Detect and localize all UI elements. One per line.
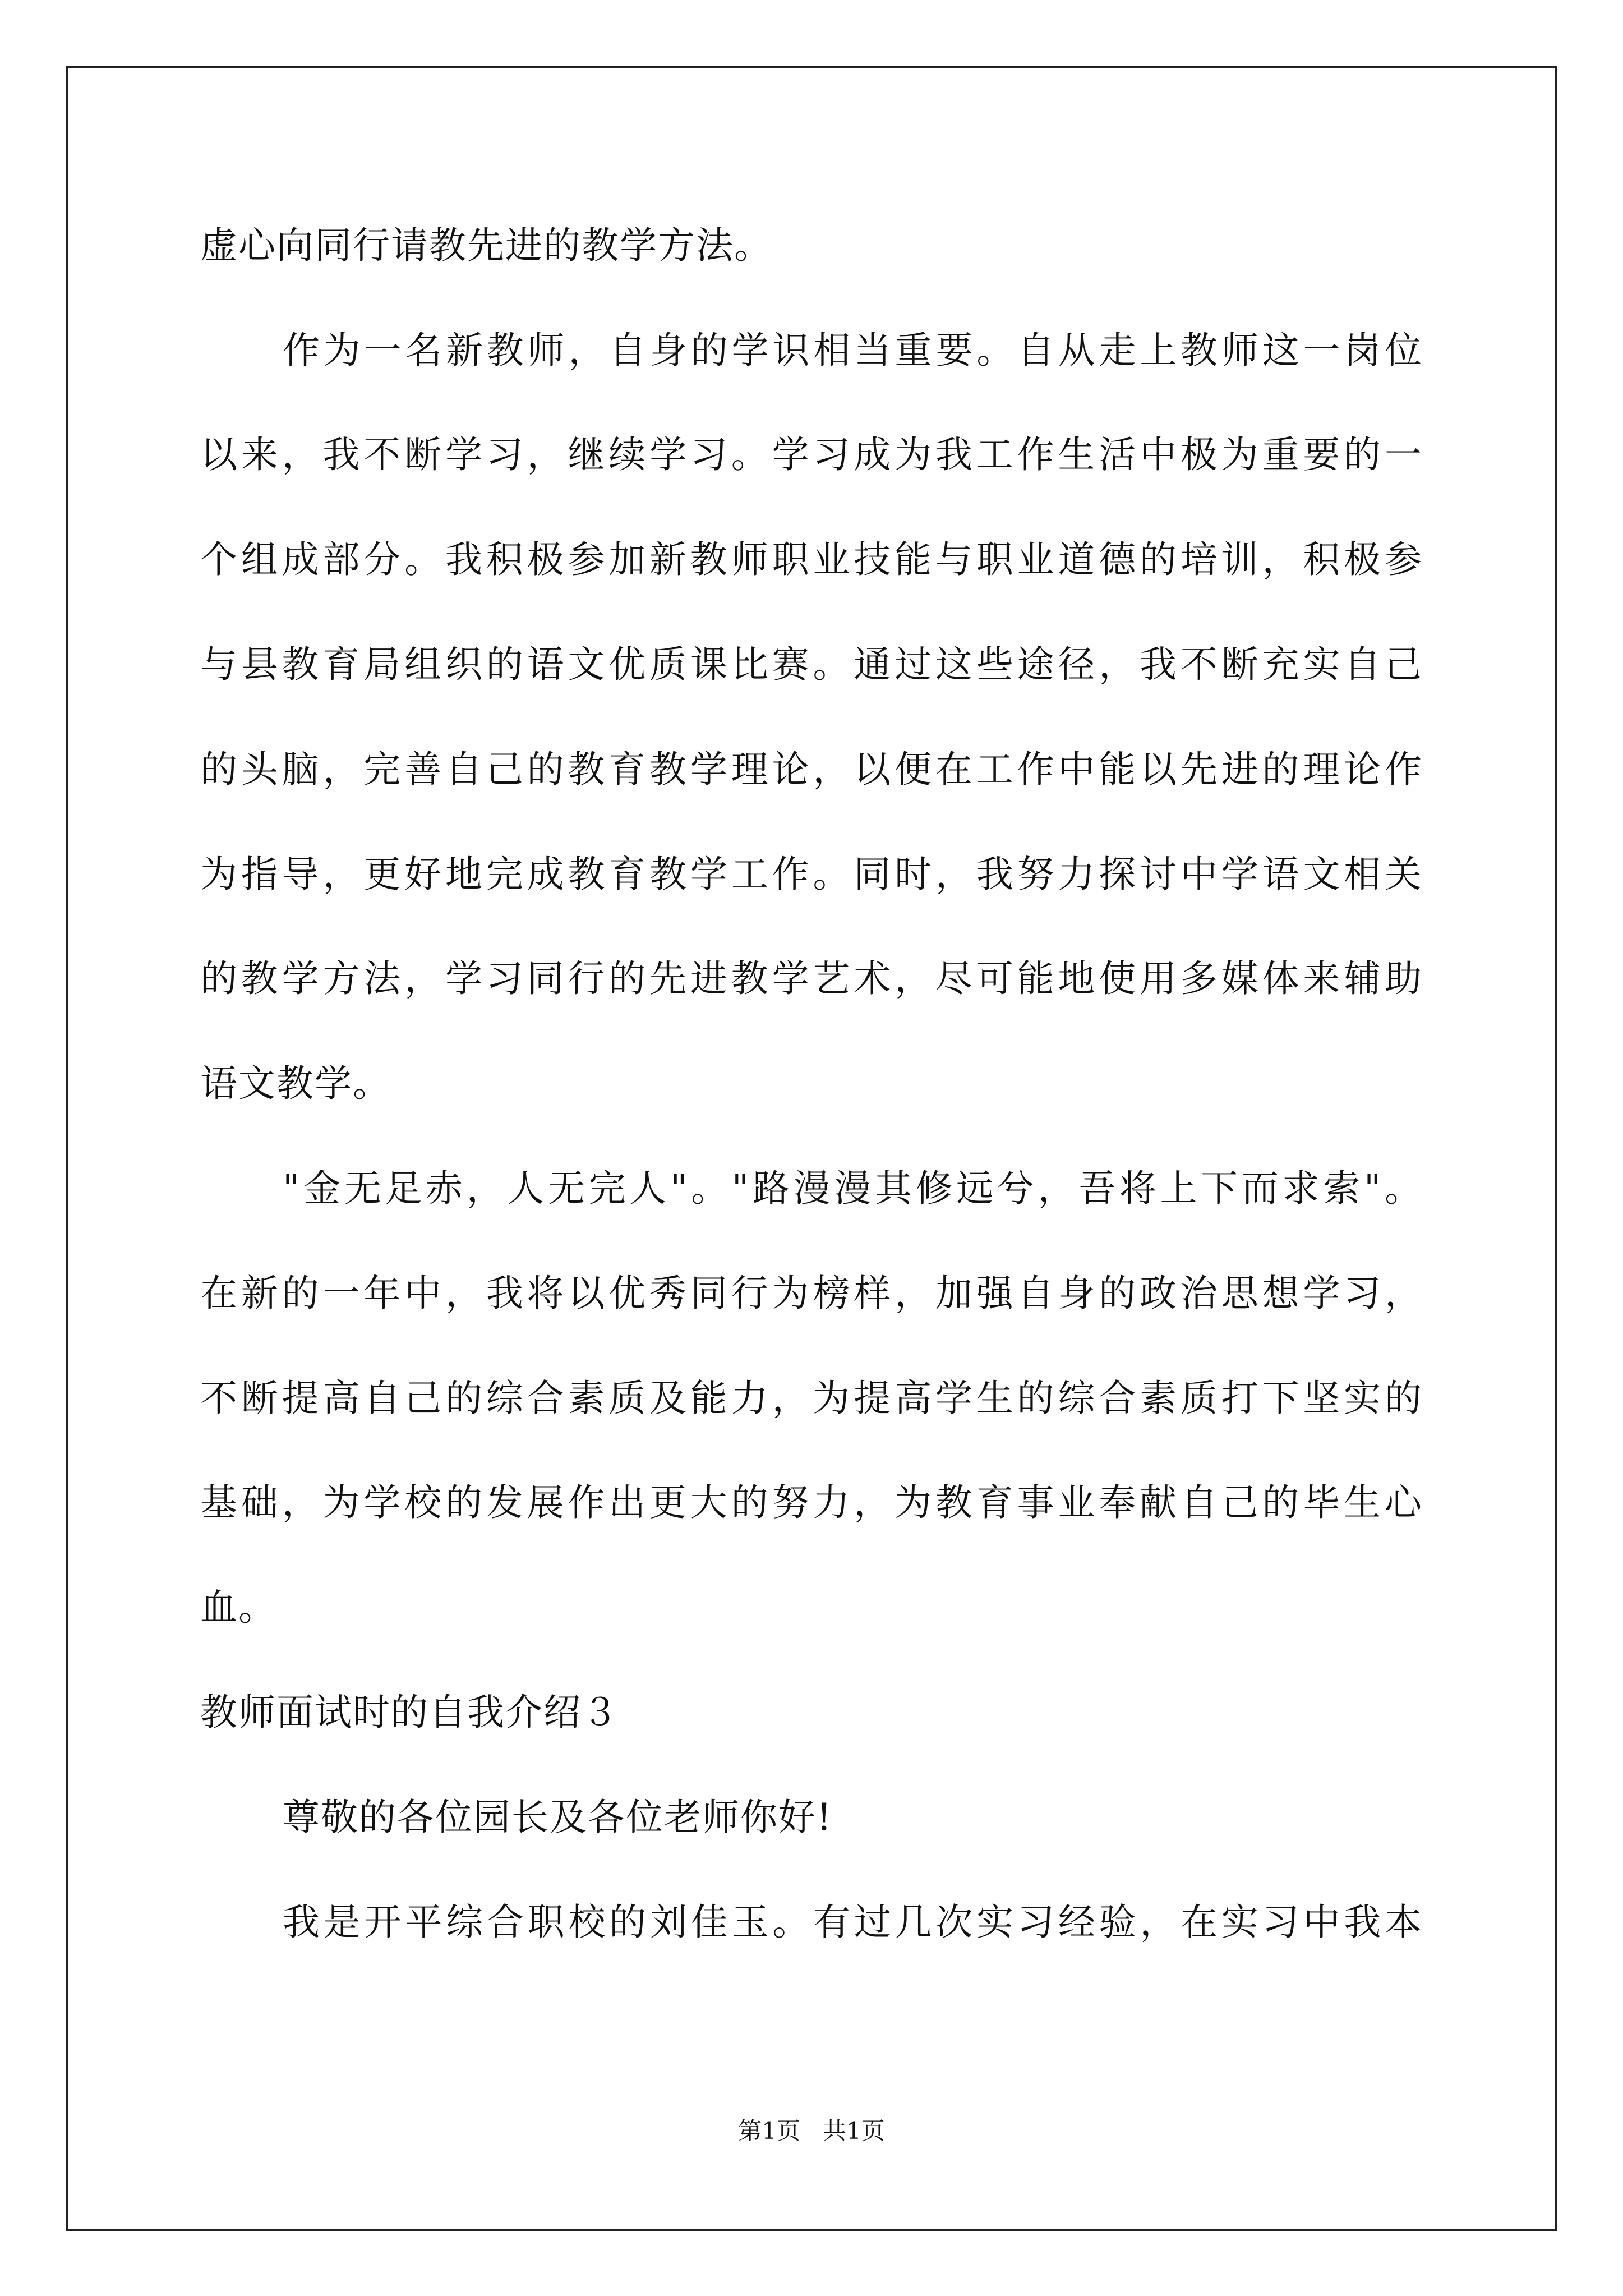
text-line: 的教学方法，学习同行的先进教学艺术，尽可能地使用多媒体来辅助	[200, 957, 1423, 1000]
paragraph-first-line: 作为一名新教师，自身的学识相当重要。自从走上教师这一岗位	[283, 329, 1423, 372]
text-line: 的头脑，完善自己的教育教学理论，以便在工作中能以先进的理论作	[200, 748, 1423, 791]
page-footer: 第1页 共1页	[738, 2117, 885, 2145]
text-line: 以来，我不断学习，继续学习。学习成为我工作生活中极为重要的一	[200, 433, 1423, 476]
paragraph-first-line: "金无足赤，人无完人"。"路漫漫其修远兮，吾将上下而求索"。	[283, 1167, 1423, 1210]
text-line: 不断提高自己的综合素质及能力，为提高学生的综合素质打下坚实的	[200, 1377, 1423, 1420]
text-line: 个组成部分。我积极参加新教师职业技能与职业道德的培训，积极参	[200, 538, 1423, 581]
text-line: 语文教学。	[200, 1062, 391, 1105]
greeting-line: 尊敬的各位园长及各位老师你好!	[283, 1796, 833, 1839]
text-line: 基础，为学校的发展作出更大的努力，为教育事业奉献自己的毕生心	[200, 1481, 1423, 1524]
text-line: 为指导，更好地完成教育教学工作。同时，我努力探讨中学语文相关	[200, 853, 1423, 896]
text-line: 虚心向同行请教先进的教学方法。	[200, 224, 772, 267]
text-line: 血。	[200, 1586, 276, 1629]
text-line: 在新的一年中，我将以优秀同行为榜样，加强自身的政治思想学习，	[200, 1272, 1423, 1315]
paragraph-first-line: 我是开平综合职校的刘佳玉。有过几次实习经验，在实习中我本	[283, 1901, 1423, 1944]
text-line: 与县教育局组织的语文优质课比赛。通过这些途径，我不断充实自己	[200, 643, 1423, 686]
section-heading: 教师面试时的自我介绍３	[200, 1691, 620, 1734]
